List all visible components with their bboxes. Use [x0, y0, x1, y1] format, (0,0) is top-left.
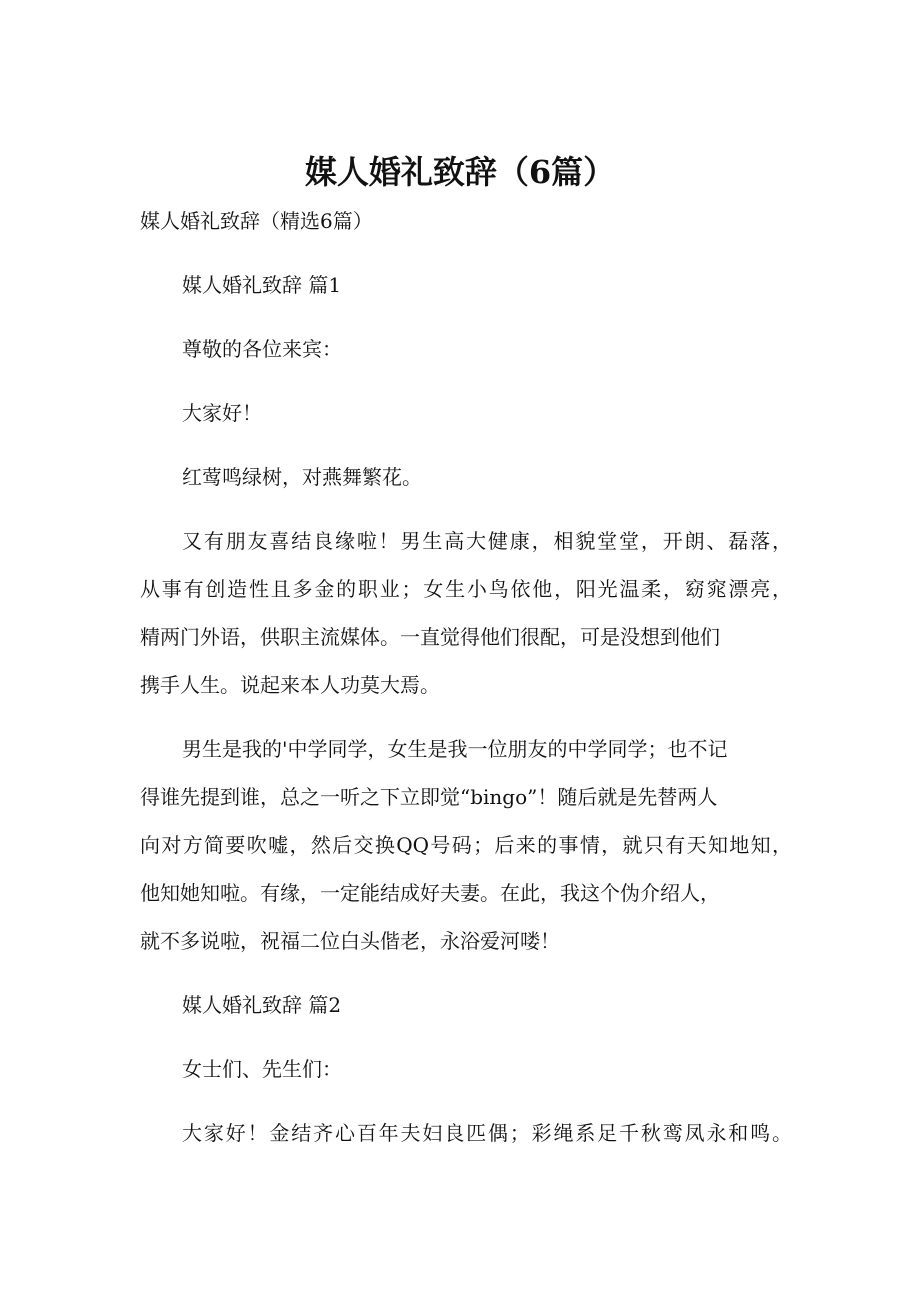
greeting: 大家好！: [182, 401, 262, 425]
paragraph-line: 得谁先提到谁，总之一听之下立即觉“bingo”！随后就是先替两人: [140, 785, 718, 809]
section-heading-2: 媒人婚礼致辞 篇2: [182, 993, 342, 1017]
paragraph-line: 向对方简要吹嘘，然后交换QQ号码；后来的事情，就只有天知地知，: [140, 833, 792, 857]
salutation: 女士们、先生们：: [182, 1057, 342, 1081]
paragraph-line: 他知她知啦。有缘，一定能结成好夫妻。在此，我这个伪介绍人，: [140, 881, 720, 905]
paragraph-line: 携手人生。说起来本人功莫大焉。: [140, 673, 440, 697]
paragraph-line: 就不多说啦，祝福二位白头偕老，永浴爱河喽！: [140, 929, 560, 953]
couplet-line: 红莺鸣绿树，对燕舞繁花。: [182, 465, 422, 489]
paragraph-line: 精两门外语，供职主流媒体。一直觉得他们很配，可是没想到他们: [140, 625, 720, 649]
section-heading-1: 媒人婚礼致辞 篇1: [182, 273, 342, 297]
paragraph-line: 又有朋友喜结良缘啦！男生高大健康，相貌堂堂，开朗、磊落，: [182, 529, 792, 553]
document-subtitle: 媒人婚礼致辞（精选6篇）: [140, 209, 373, 233]
paragraph-line: 大家好！金结齐心百年夫妇良匹偶；彩绳系足千秋鸾凤永和鸣。: [182, 1121, 792, 1145]
paragraph-line: 男生是我的'中学同学，女生是我一位朋友的中学同学；也不记: [182, 737, 728, 761]
salutation: 尊敬的各位来宾：: [182, 337, 342, 361]
document-title: 媒人婚礼致辞（6篇）: [304, 153, 616, 191]
paragraph-line: 从事有创造性且多金的职业；女生小鸟依他，阳光温柔，窈窕漂亮，: [140, 577, 792, 601]
